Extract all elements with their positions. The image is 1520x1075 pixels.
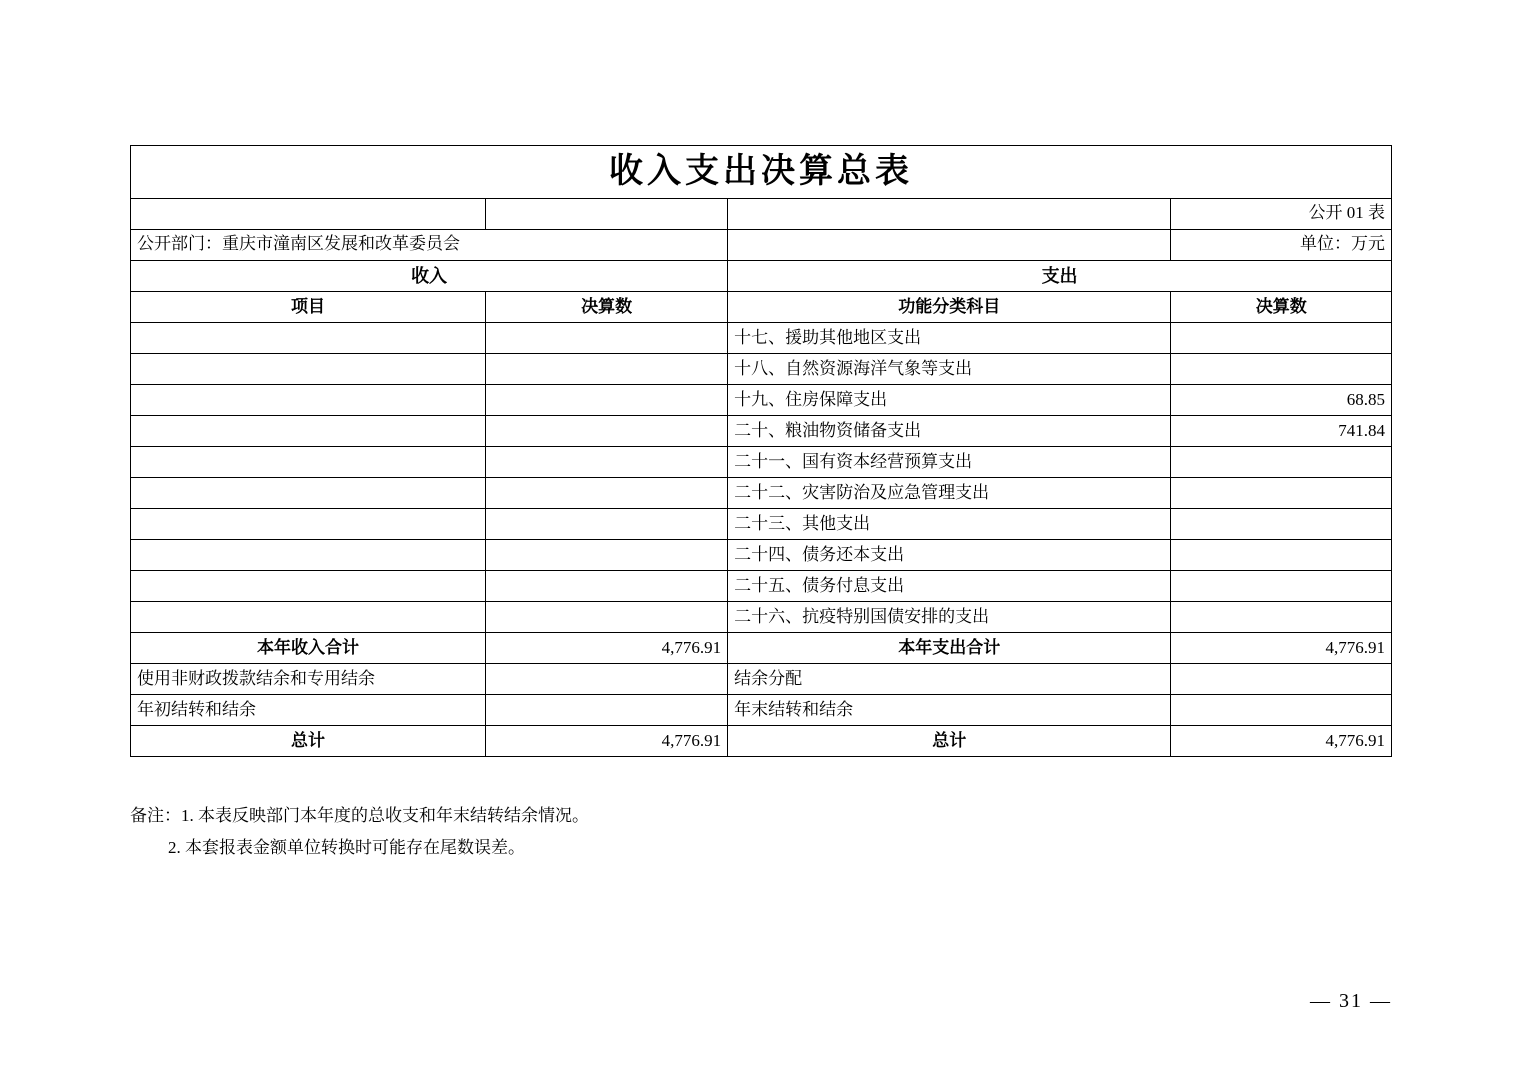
table-body (131, 146, 1392, 323)
cell-expenditure-amount (1171, 695, 1392, 726)
department-label: 公开部门：重庆市潼南区发展和改革委员会 (131, 229, 728, 260)
table-row (131, 447, 1392, 478)
table-summary-row (131, 664, 1392, 695)
table-summary-row (131, 726, 1392, 757)
cell-income-amount (486, 571, 728, 602)
cell-income-item (131, 354, 486, 385)
table-summary-row (131, 633, 1392, 664)
cell-income-amount: 4,776.91 (486, 726, 728, 757)
cell-income-item (131, 571, 486, 602)
cell-expenditure-amount: 4,776.91 (1171, 726, 1392, 757)
cell-expenditure-item: 十七、援助其他地区支出 (728, 323, 1171, 354)
column-header-income-amount: 决算数 (486, 292, 728, 323)
form-number-spacer-3 (728, 198, 1171, 229)
page-title: 收入支出决算总表 (131, 146, 1392, 199)
cell-income-item: 年初结转和结余 (131, 695, 486, 726)
table-row (131, 540, 1392, 571)
cell-income-item (131, 509, 486, 540)
form-number-row (131, 198, 1392, 229)
cell-expenditure-amount (1171, 354, 1392, 385)
group-header-expenditure: 支出 (728, 260, 1392, 291)
cell-income-item: 本年收入合计 (131, 633, 486, 664)
cell-income-item (131, 385, 486, 416)
cell-expenditure-amount (1171, 571, 1392, 602)
cell-income-item (131, 478, 486, 509)
cell-income-amount (486, 509, 728, 540)
cell-income-amount (486, 385, 728, 416)
income-expenditure-table (130, 145, 1392, 757)
cell-income-amount (486, 478, 728, 509)
cell-expenditure-amount (1171, 540, 1392, 571)
cell-income-item (131, 323, 486, 354)
table-row (131, 509, 1392, 540)
cell-expenditure-amount (1171, 602, 1392, 633)
table-summary-row (131, 695, 1392, 726)
group-header-income: 收入 (131, 260, 728, 291)
column-header-income-item: 项目 (131, 292, 486, 323)
cell-income-item (131, 447, 486, 478)
cell-expenditure-item: 年末结转和结余 (728, 695, 1171, 726)
cell-income-item: 使用非财政拨款结余和专用结余 (131, 664, 486, 695)
form-number-spacer-2 (486, 198, 728, 229)
cell-expenditure-amount: 68.85 (1171, 385, 1392, 416)
table-row (131, 354, 1392, 385)
cell-expenditure-amount (1171, 478, 1392, 509)
cell-income-item (131, 602, 486, 633)
title-row (131, 146, 1392, 199)
form-number-spacer-1 (131, 198, 486, 229)
cell-income-amount: 4,776.91 (486, 633, 728, 664)
cell-expenditure-item: 二十一、国有资本经营预算支出 (728, 447, 1171, 478)
department-row (131, 229, 1392, 260)
unit-label: 单位：万元 (1171, 229, 1392, 260)
cell-income-amount (486, 540, 728, 571)
cell-income-amount (486, 447, 728, 478)
summary-rows-body (131, 633, 1392, 757)
table-row (131, 323, 1392, 354)
group-header-row (131, 260, 1392, 291)
column-header-expenditure-item: 功能分类科目 (728, 292, 1171, 323)
table-row (131, 571, 1392, 602)
cell-income-amount (486, 323, 728, 354)
cell-expenditure-item: 结余分配 (728, 664, 1171, 695)
cell-income-amount (486, 416, 728, 447)
cell-expenditure-item: 二十三、其他支出 (728, 509, 1171, 540)
cell-income-amount (486, 695, 728, 726)
cell-income-amount (486, 354, 728, 385)
cell-expenditure-item: 十八、自然资源海洋气象等支出 (728, 354, 1171, 385)
cell-expenditure-amount: 741.84 (1171, 416, 1392, 447)
cell-expenditure-amount (1171, 447, 1392, 478)
cell-expenditure-amount (1171, 509, 1392, 540)
cell-expenditure-item: 二十二、灾害防治及应急管理支出 (728, 478, 1171, 509)
cell-expenditure-item: 二十四、债务还本支出 (728, 540, 1171, 571)
form-number: 公开 01 表 (1171, 198, 1392, 229)
cell-income-amount (486, 602, 728, 633)
cell-income-amount (486, 664, 728, 695)
cell-expenditure-item: 二十、粮油物资储备支出 (728, 416, 1171, 447)
budget-table-container (130, 145, 1392, 757)
cell-expenditure-amount (1171, 323, 1392, 354)
page-number: — 31 — (1310, 990, 1392, 1012)
table-row (131, 478, 1392, 509)
column-header-expenditure-amount: 决算数 (1171, 292, 1392, 323)
note-line-2: 2. 本套报表金额单位转换时可能存在尾数误差。 (168, 838, 525, 858)
note-line-1: 备注：1. 本表反映部门本年度的总收支和年末结转结余情况。 (130, 806, 589, 825)
cell-expenditure-item: 总计 (728, 726, 1171, 757)
table-row (131, 385, 1392, 416)
data-rows-body (131, 323, 1392, 633)
table-row (131, 602, 1392, 633)
cell-expenditure-amount (1171, 664, 1392, 695)
cell-income-item: 总计 (131, 726, 486, 757)
cell-income-item (131, 540, 486, 571)
cell-expenditure-item: 本年支出合计 (728, 633, 1171, 664)
department-spacer (728, 229, 1171, 260)
table-row (131, 416, 1392, 447)
column-header-row (131, 292, 1392, 323)
cell-expenditure-item: 二十六、抗疫特别国债安排的支出 (728, 602, 1171, 633)
table-notes (130, 800, 1392, 865)
cell-income-item (131, 416, 486, 447)
cell-expenditure-amount: 4,776.91 (1171, 633, 1392, 664)
cell-expenditure-item: 二十五、债务付息支出 (728, 571, 1171, 602)
cell-expenditure-item: 十九、住房保障支出 (728, 385, 1171, 416)
